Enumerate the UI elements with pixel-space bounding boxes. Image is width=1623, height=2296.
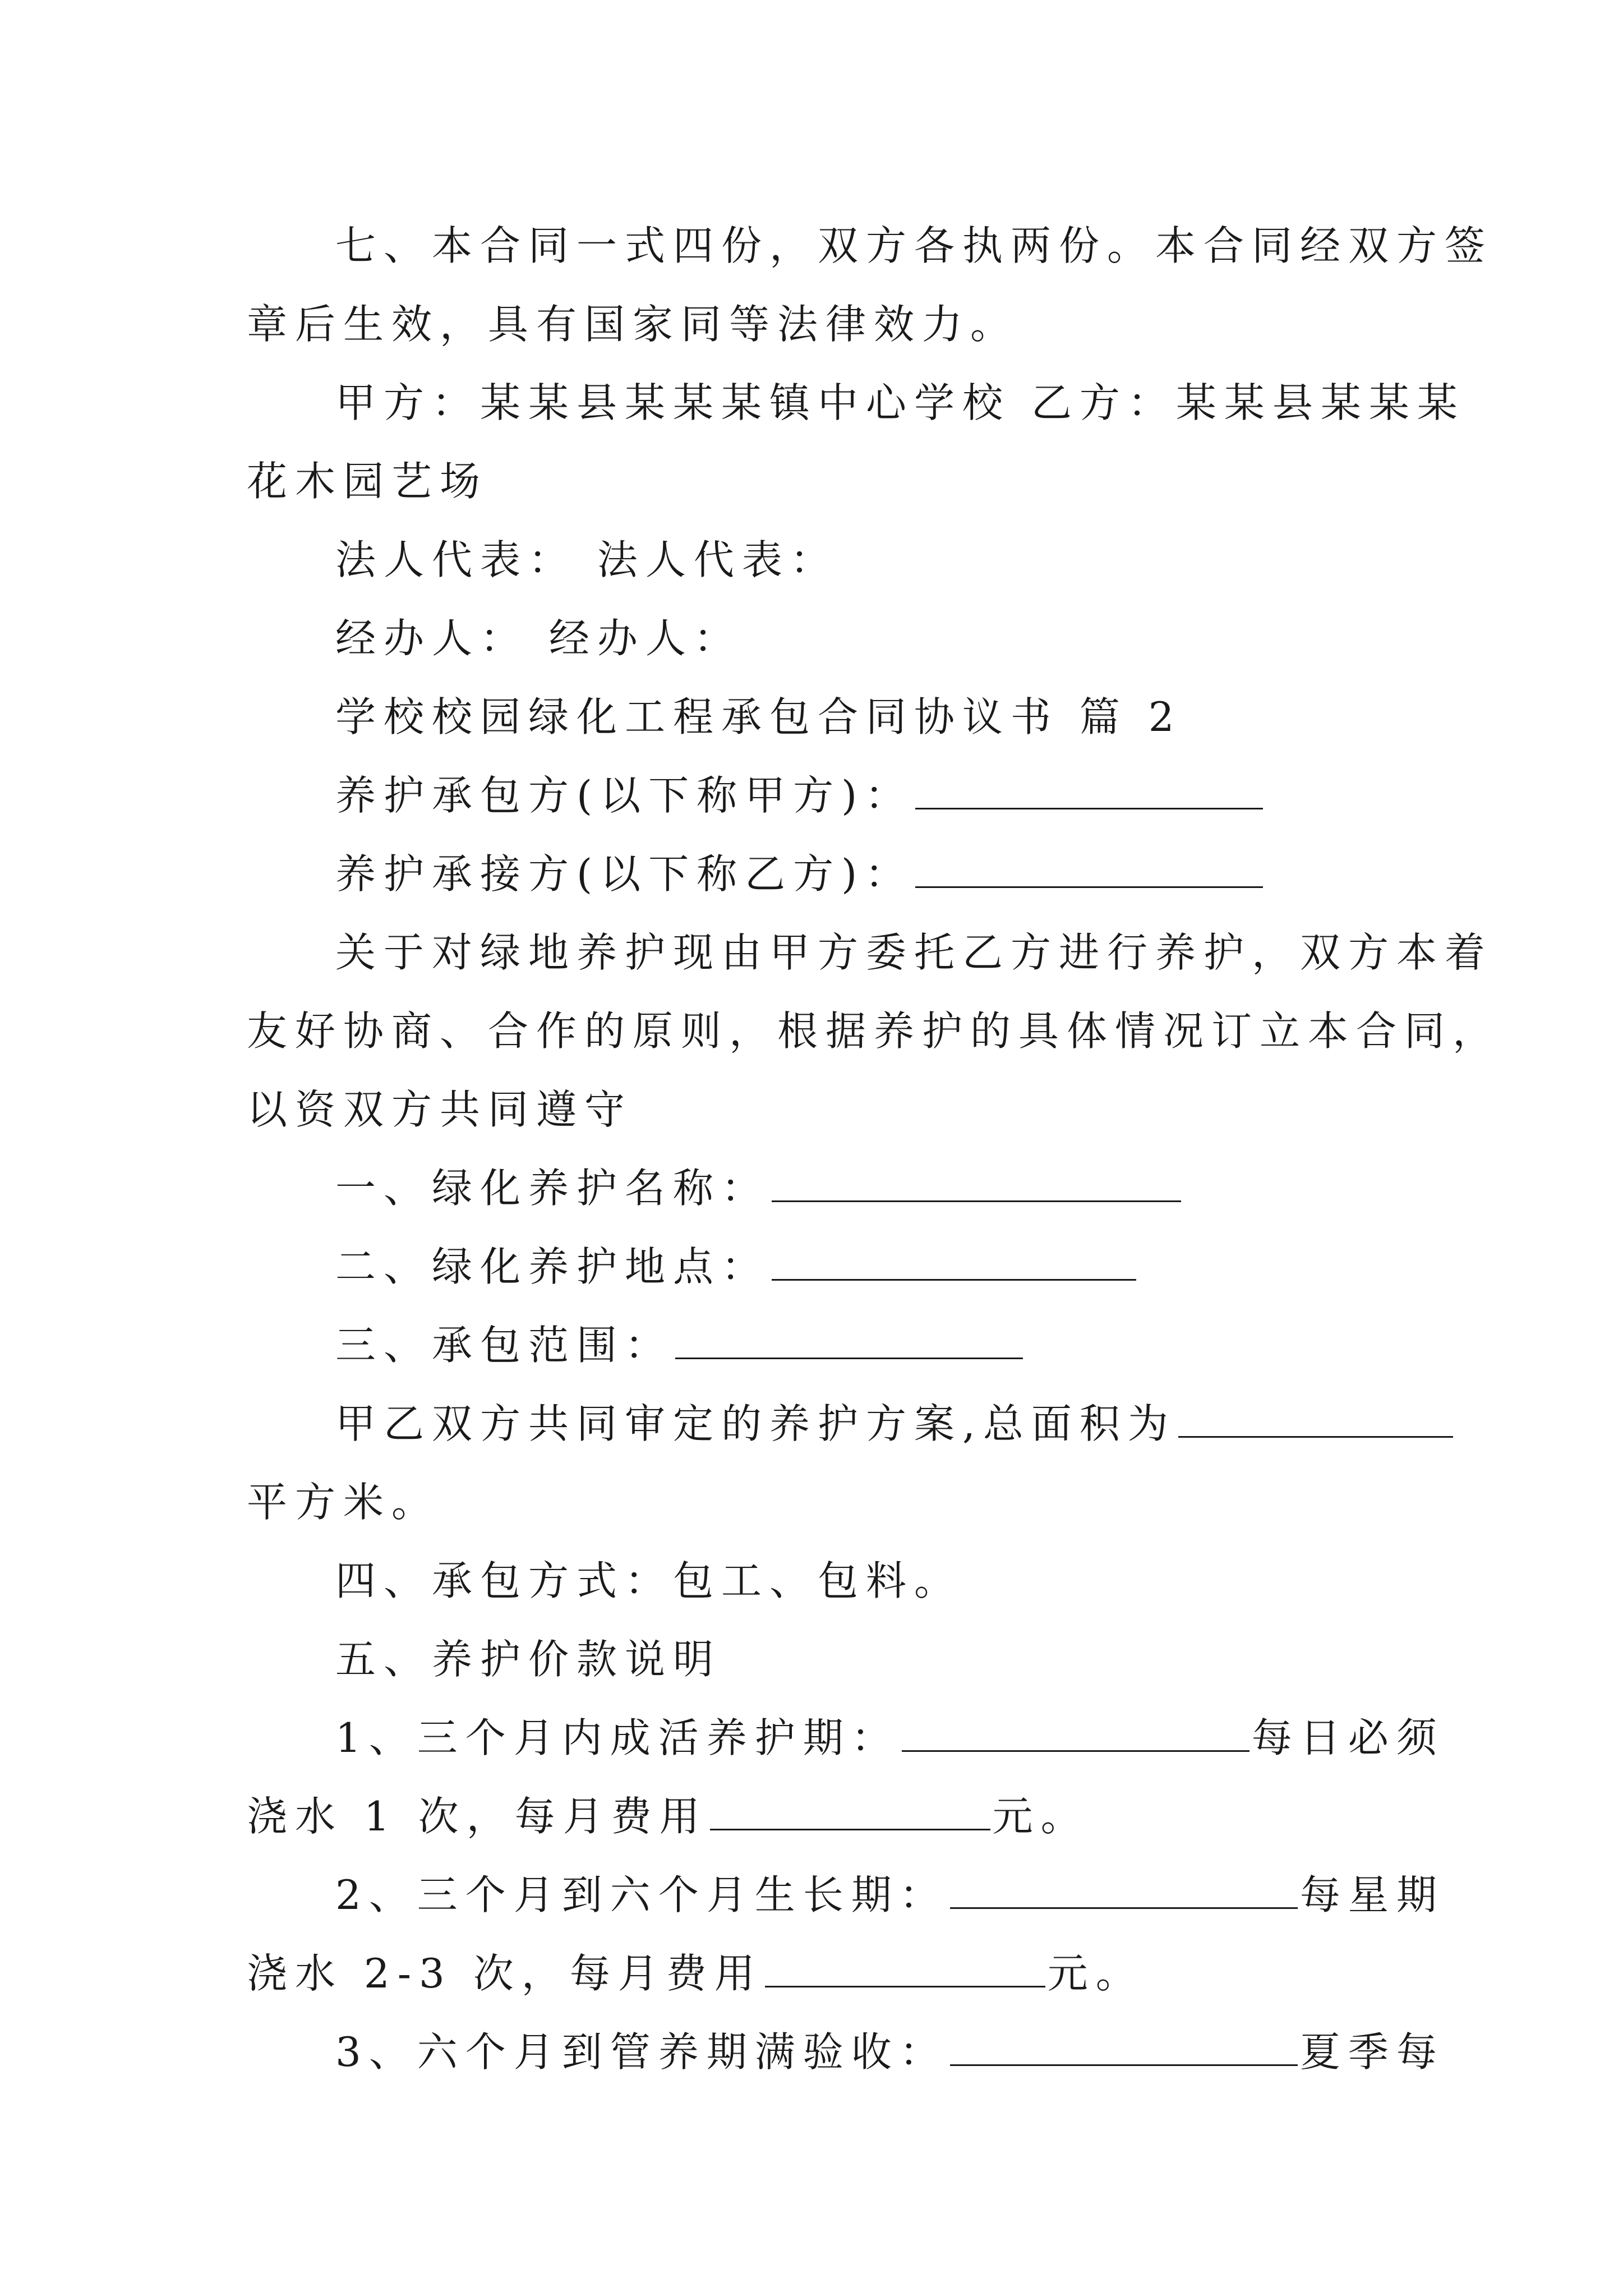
fill-blank bbox=[675, 1318, 1023, 1359]
field-label: 三、承包范围： bbox=[335, 1322, 674, 1369]
field-suffix: 夏季每 bbox=[1299, 2028, 1445, 2076]
field-label: 2、三个月到六个月生长期： bbox=[335, 1871, 948, 1918]
fill-blank bbox=[915, 847, 1263, 888]
field-suffix: 元。 bbox=[1047, 1950, 1144, 1997]
paragraph-line: 友好协商、合作的原则，根据养护的具体情况订立本合同， bbox=[247, 1007, 1501, 1055]
paragraph-line: 四、承包方式：包工、包料。 bbox=[335, 1557, 963, 1604]
form-field-line bbox=[335, 1317, 1025, 1373]
paragraph-line: 平方米。 bbox=[247, 1479, 440, 1526]
field-label: 二、绿化养护地点： bbox=[335, 1243, 770, 1290]
form-field-line bbox=[247, 1945, 1144, 2001]
field-suffix: 每日必须 bbox=[1251, 1714, 1445, 1761]
form-field-line bbox=[335, 846, 1265, 902]
field-label: 一、绿化养护名称： bbox=[335, 1165, 770, 1212]
field-label: 浇水 2-3 次，每月费用 bbox=[247, 1950, 763, 1997]
form-field-line bbox=[335, 1867, 1445, 1923]
fill-blank bbox=[950, 2025, 1298, 2066]
paragraph-line: 甲方：某某县某某某镇中心学校 乙方：某某县某某某 bbox=[335, 379, 1465, 426]
section-heading: 五、养护价款说明 bbox=[335, 1636, 722, 1683]
field-label: 养护承接方(以下称乙方)： bbox=[335, 850, 914, 898]
form-field-line bbox=[335, 2024, 1445, 2080]
field-label: 浇水 1 次，每月费用 bbox=[247, 1793, 708, 1840]
paragraph-line: 七、本合同一式四份，双方各执两份。本合同经双方签 bbox=[335, 222, 1493, 269]
paragraph-line: 关于对绿地养护现由甲方委托乙方进行养护，双方本着 bbox=[335, 929, 1493, 976]
fill-blank bbox=[772, 1161, 1181, 1202]
field-label: 养护承包方(以下称甲方)： bbox=[335, 772, 914, 819]
fill-blank bbox=[950, 1868, 1298, 1909]
field-label: 3、六个月到管养期满验收： bbox=[335, 2028, 948, 2076]
signature-line: 经办人： 经办人： bbox=[335, 615, 742, 662]
paragraph-line: 花木园艺场 bbox=[247, 458, 488, 505]
fill-blank bbox=[1178, 1397, 1453, 1438]
form-field-line bbox=[247, 1788, 1089, 1844]
fill-blank bbox=[902, 1711, 1249, 1752]
form-field-line bbox=[335, 767, 1265, 823]
fill-blank bbox=[772, 1240, 1136, 1281]
paragraph-line: 以资双方共同遵守 bbox=[247, 1086, 633, 1133]
field-label: 甲乙双方共同审定的养护方案,总面积为 bbox=[335, 1400, 1176, 1447]
form-field-line bbox=[335, 1160, 1183, 1216]
section-heading: 学校校园绿化工程承包合同协议书 篇 2 bbox=[335, 693, 1182, 740]
form-field-line bbox=[335, 1396, 1455, 1452]
form-field-line bbox=[335, 1239, 1138, 1295]
form-field-line bbox=[335, 1710, 1445, 1766]
fill-blank bbox=[915, 769, 1263, 809]
signature-line: 法人代表： 法人代表： bbox=[335, 536, 838, 583]
fill-blank bbox=[765, 1947, 1045, 1987]
field-suffix: 每星期 bbox=[1299, 1871, 1445, 1918]
paragraph-line: 章后生效，具有国家同等法律效力。 bbox=[247, 301, 1019, 348]
field-label: 1、三个月内成活养护期： bbox=[335, 1714, 900, 1761]
field-suffix: 元。 bbox=[992, 1793, 1089, 1840]
fill-blank bbox=[710, 1789, 990, 1830]
